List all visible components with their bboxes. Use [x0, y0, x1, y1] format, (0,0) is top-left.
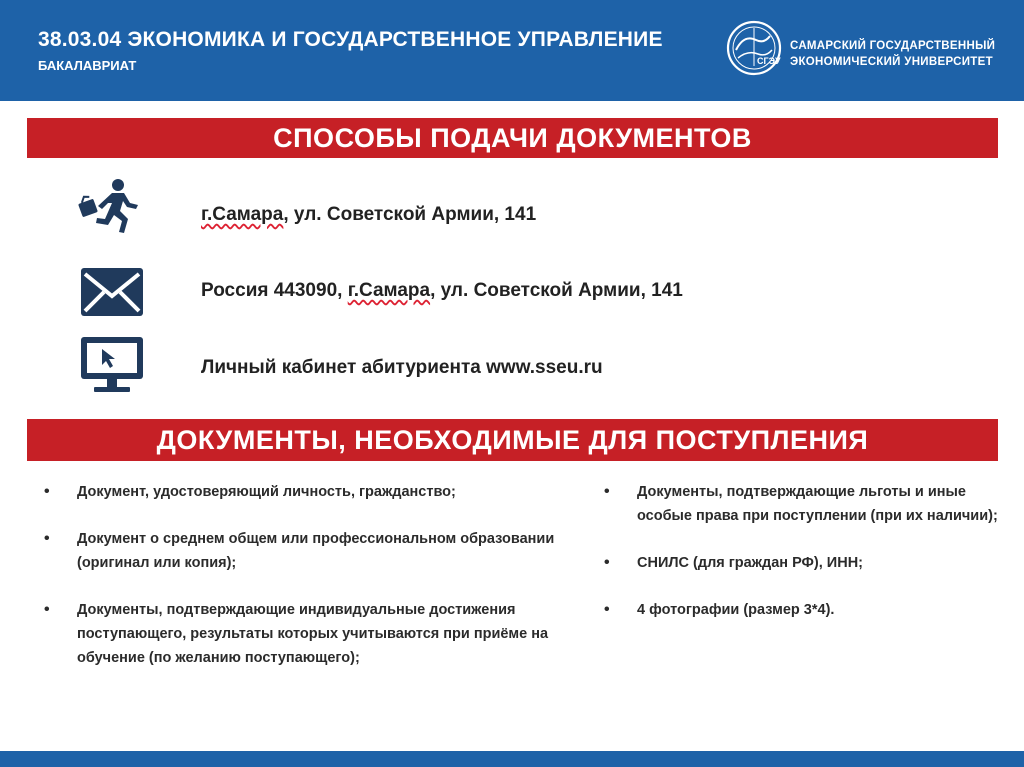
university-name-line2: ЭКОНОМИЧЕСКИЙ УНИВЕРСИТЕТ [790, 56, 993, 68]
header-bar [0, 0, 1024, 101]
address-rest: , ул. Советской Армии, 141 [283, 204, 537, 225]
method-row-in-person [0, 175, 1024, 235]
university-logo-icon [726, 20, 782, 76]
city-name: г.Самара [347, 280, 431, 301]
method-text-mail [201, 280, 683, 302]
computer-monitor-icon [78, 335, 146, 395]
running-person-icon [78, 177, 146, 233]
footer-bar [0, 751, 1024, 767]
list-item: • Документ о среднем общем или профессиональном образовании (оригинал или копия); [40, 527, 560, 575]
documents-list-left [40, 480, 560, 693]
address-rest: , ул. Советской Армии, 141 [430, 280, 683, 301]
postal-code: Россия 443090, [201, 280, 348, 301]
method-text-online: Личный кабинет абитуриента www.sseu.ru [201, 357, 603, 378]
documents-list-right [600, 480, 1010, 645]
method-row-mail [0, 262, 1024, 322]
list-item: • Документ, удостоверяющий личность, гражданство; [40, 480, 560, 504]
city-name: г.Самара [201, 204, 284, 225]
section-title-submission: СПОСОБЫ ПОДАЧИ ДОКУМЕНТОВ [27, 118, 998, 158]
program-title: 38.03.04 ЭКОНОМИКА И ГОСУДАРСТВЕННОЕ УПРАВЛЕНИЕ [38, 28, 663, 51]
program-level: БАКАЛАВРИАТ [38, 58, 137, 73]
list-item: • Документы, подтверждающие льготы и иные особые права при поступлении (при их наличии); [600, 480, 1010, 528]
list-item: • СНИЛС (для граждан РФ), ИНН; [600, 551, 1010, 575]
university-name-line1: САМАРСКИЙ ГОСУДАРСТВЕННЫЙ [790, 40, 996, 52]
method-text-in-person [201, 204, 536, 226]
logo-text: СГЭУ [757, 56, 781, 66]
section-title-required-documents: ДОКУМЕНТЫ, НЕОБХОДИМЫЕ ДЛЯ ПОСТУПЛЕНИЯ [27, 419, 998, 461]
method-row-online [0, 335, 1024, 395]
list-item: • 4 фотографии (размер 3*4). [600, 598, 1010, 622]
envelope-icon [78, 264, 146, 320]
list-item: • Документы, подтверждающие индивидуальные достижения поступающего, результаты которых учитываются при приёме на обучение (по желанию поступающего); [40, 598, 560, 670]
university-name [790, 38, 995, 70]
